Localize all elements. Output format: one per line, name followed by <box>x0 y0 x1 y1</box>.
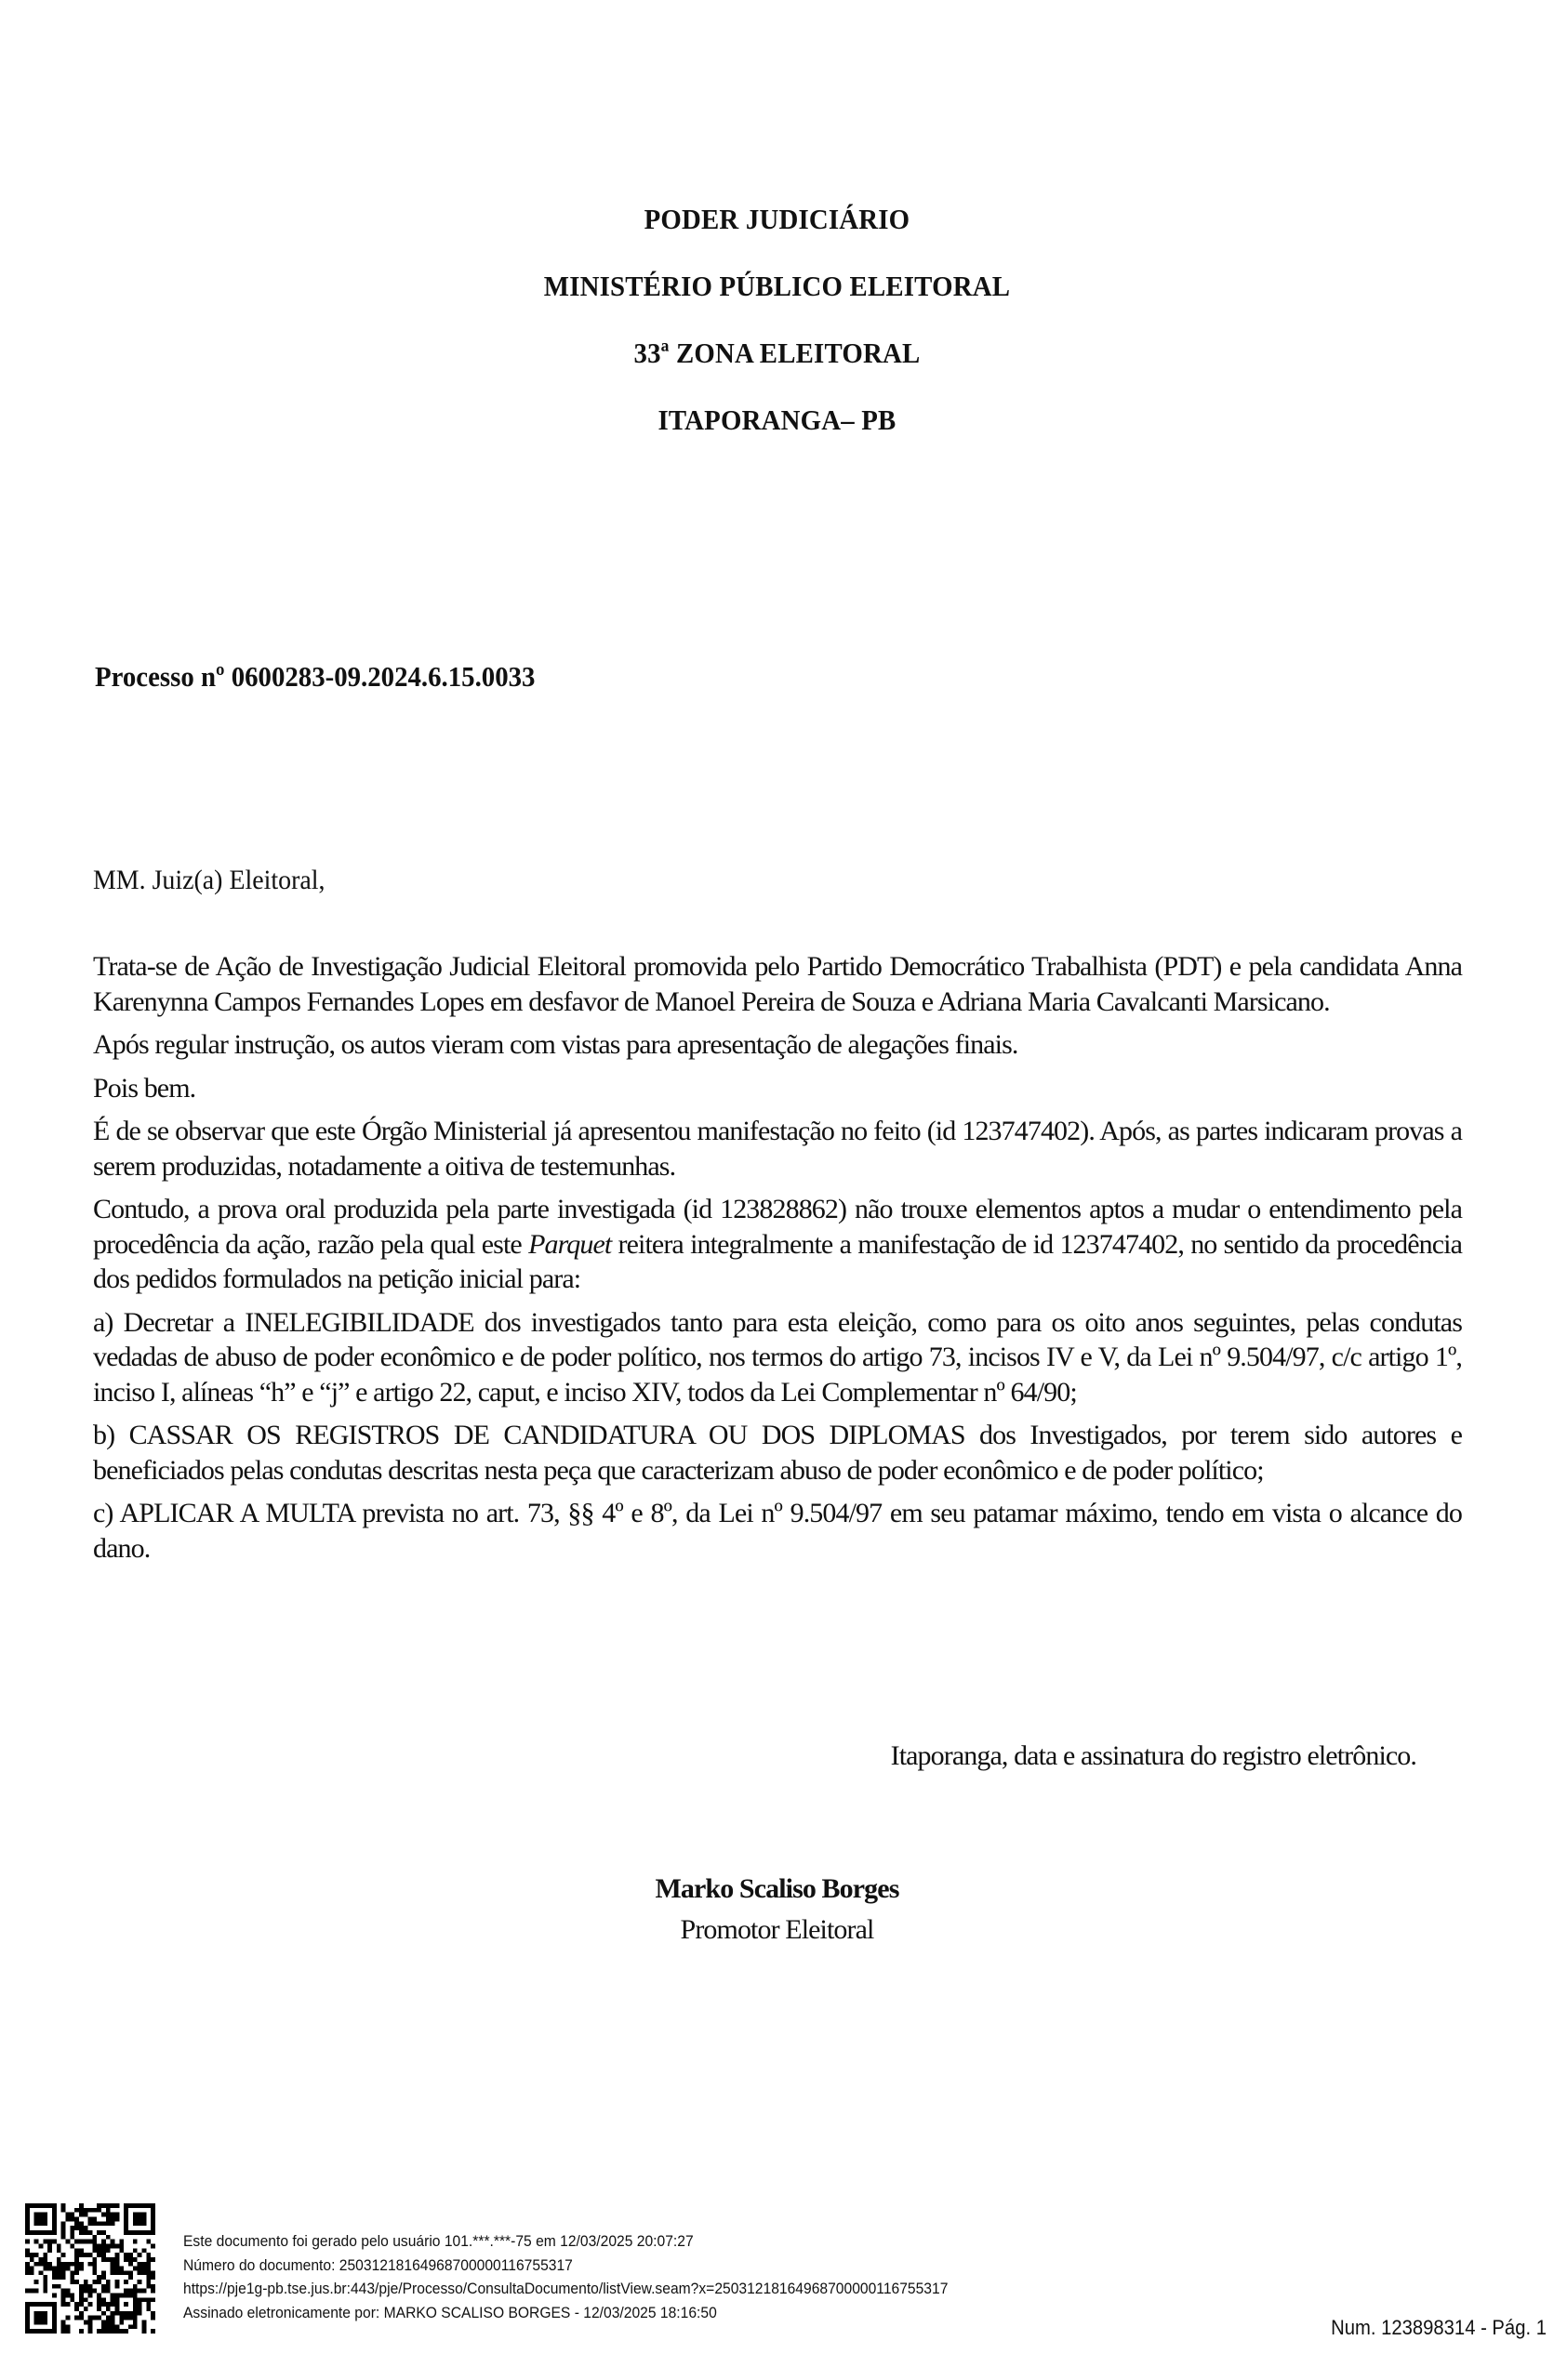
qr-code-icon[interactable] <box>25 2203 155 2334</box>
header-zone: 33ª ZONA ELEITORAL <box>633 337 921 369</box>
header-ministry: MINISTÉRIO PÚBLICO ELEITORAL <box>543 270 1011 302</box>
paragraph-pois-bem: Pois bem. <box>93 1072 196 1104</box>
paragraph-contudo <box>93 1192 1462 1297</box>
paragraph-intro: Trata-se de Ação de Investigação Judicial Eleitoral promovida pelo Partido Democrático Trabalhista (PDT) e pela candidata Anna Karenynna Campos Fernandes Lopes em desfavor de Manoel Pereira de Souza e Adriana Maria Cavalcanti Marsicano. <box>93 951 1462 1017</box>
signature-block <box>0 1869 1554 1950</box>
header-city: ITAPORANGA– PB <box>657 403 897 436</box>
footer-signed-by: Assinado eletronicamente por: MARKO SCALISO BORGES - 12/03/2025 18:16:50 <box>183 2303 717 2321</box>
document-body <box>93 949 1462 1574</box>
request-c: c) APLICAR A MULTA prevista no art. 73, §§ 4º e 8º, da Lei nº 9.504/97 em seu patamar máximo, tendo em vista o alcance do dano. <box>93 1498 1462 1564</box>
footer-generated-by: Este documento foi gerado pelo usuário 101.***.***-75 em 12/03/2025 20:07:27 <box>183 2232 694 2250</box>
request-a: a) Decretar a INELEGIBILIDADE dos investigados tanto para esta eleição, como para os oito anos seguintes, pelas condutas vedadas de abuso de poder econômico e de poder político, nos termos do artigo 73, incisos IV e V, da Lei nº 9.504/97, c/c artigo 1º, inciso I, alíneas “h” e “j” e artigo 22, caput, e inciso XIV, todos da Lei Complementar nº 64/90; <box>93 1306 1462 1408</box>
signer-role: Promotor Eleitoral <box>680 1914 874 1945</box>
contudo-text-after: reitera integralmente a manifestação de id 123747402, no sentido da procedência dos pedidos formulados na petição inicial para: <box>93 1228 1462 1294</box>
closing-line: Itaporanga, data e assinatura do registro eletrônico. <box>890 1740 1416 1771</box>
paragraph-instruction: Após regular instrução, os autos vieram com vistas para apresentação de alegações finais. <box>93 1029 1018 1060</box>
page-number: Num. 123898314 - Pág. 1 <box>1331 2316 1547 2339</box>
contudo-text-before: Contudo, a prova oral produzida pela parte investigada (id 123828862) não trouxe elementos aptos a mudar o entendimento pela procedência da ação, razão pela qual este <box>93 1194 1462 1260</box>
footer-document-link[interactable]: https://pje1g-pb.tse.jus.br:443/pje/Processo/ConsultaDocumento/listView.seam?x=25031218164968700000116755317 <box>183 2280 949 2297</box>
signer-name: Marko Scaliso Borges <box>655 1873 899 1904</box>
document-header <box>0 186 1554 454</box>
parquet-term: Parquet <box>528 1228 612 1260</box>
process-number: Processo nº 0600283-09.2024.6.15.0033 <box>95 660 536 693</box>
document-footer <box>183 2229 1015 2324</box>
salutation: MM. Juiz(a) Eleitoral, <box>93 865 325 895</box>
header-court: PODER JUDICIÁRIO <box>644 203 910 235</box>
footer-document-number: Número do documento: 25031218164968700000116755317 <box>183 2255 573 2274</box>
request-b: b) CASSAR OS REGISTROS DE CANDIDATURA OU DOS DIPLOMAS dos Investigados, por terem sido autores e beneficiados pelas condutas descritas nesta peça que caracterizam abuso de poder econômico e de poder político; <box>93 1420 1462 1486</box>
paragraph-observation: É de se observar que este Órgão Ministerial já apresentou manifestação no feito (id 123747402). Após, as partes indicaram provas a serem produzidas, notadamente a oitiva de testemunhas. <box>93 1116 1462 1182</box>
